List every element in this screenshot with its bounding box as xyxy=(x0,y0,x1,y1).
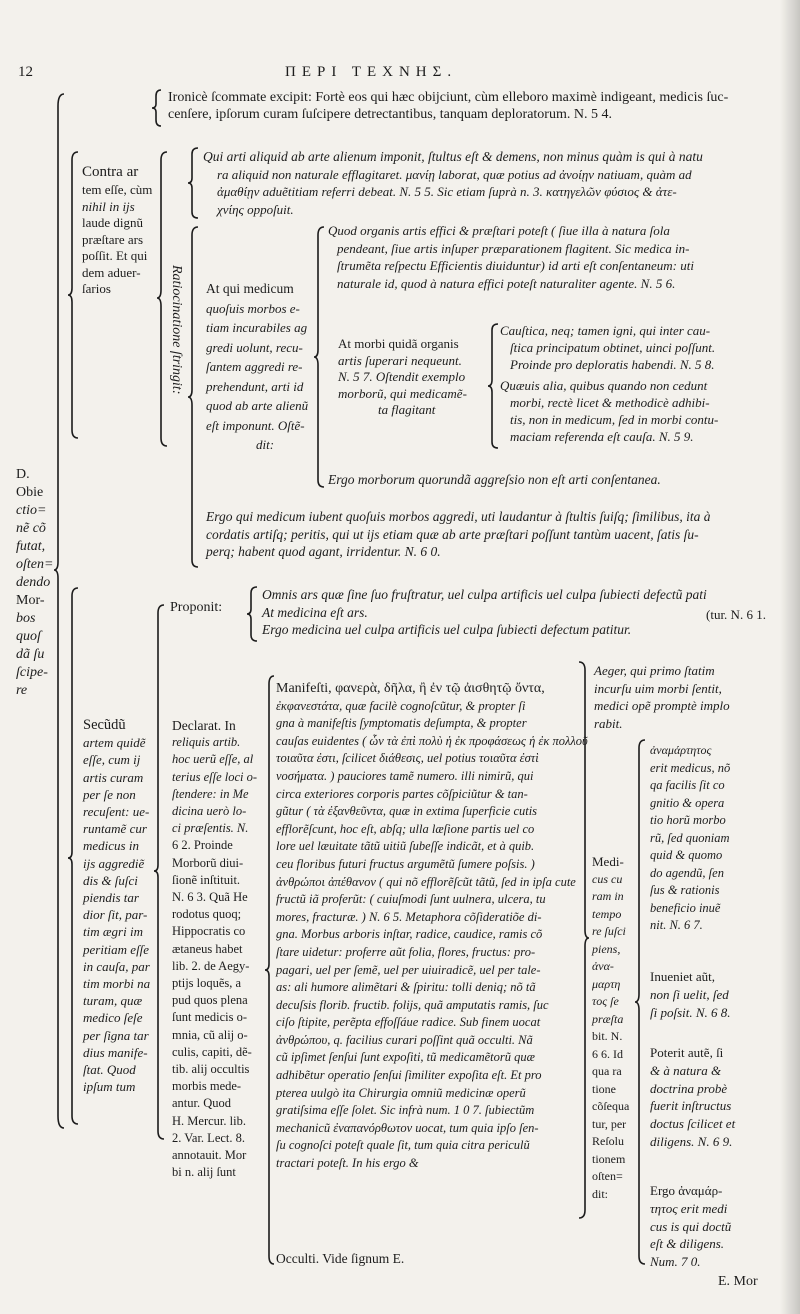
aeger-line: Aeger, qui primo ſtatim xyxy=(594,663,715,678)
secundum-line: dius manife- xyxy=(83,1044,148,1060)
medicus-line: Medi- xyxy=(592,854,624,869)
ergo-anam-block xyxy=(650,1182,731,1271)
declarat-line: bi n. alij ſunt xyxy=(172,1165,236,1180)
at-morbi-line: morborũ, qui medicamẽ- xyxy=(338,385,467,401)
contra-line: tem eſſe, cùm xyxy=(82,182,153,197)
manifesti-line: gratiſsima eſſe ſolet. Sic infrà num. 1 0 7. ſubiectũm xyxy=(276,1103,535,1118)
medicus-line: oſten= xyxy=(592,1169,623,1183)
margin-line: bos xyxy=(16,611,36,626)
secundum-line: per ſigna tar xyxy=(83,1027,149,1043)
manifesti-line: pagari, uel per ſemẽ, uel per uiuiradicẽ, uel per tale- xyxy=(276,962,541,977)
secundum-line: runtamẽ cur xyxy=(83,821,147,837)
brace-aeger xyxy=(577,660,591,1220)
at-qui-block xyxy=(206,279,308,455)
ergo-anam-line: cus is qui doctũ xyxy=(650,1218,732,1234)
at-qui-line: dit: xyxy=(256,437,275,452)
ergo-anam-line: eſt & diligens. xyxy=(650,1236,725,1252)
secundum-line: turam, quæ xyxy=(83,993,143,1009)
medicus-line: μαρτη xyxy=(592,976,621,991)
quaeuis-line: Quæuis alia, quibus quando non cedunt xyxy=(500,378,708,393)
occulti-line: Occulti. Vide ſignum E. xyxy=(276,1251,405,1266)
declarat-line: H. Mercur. lib. xyxy=(172,1113,246,1128)
anamartetos-line: tio horũ morbo xyxy=(650,813,726,827)
medicus-line: dit: xyxy=(592,1186,609,1201)
secundum-line: ipſum tum xyxy=(83,1079,136,1095)
secundum-line: recuſent: ue- xyxy=(83,804,150,820)
secundum-line: medico ſeſe xyxy=(83,1010,143,1026)
manifesti-line: gna. Morbus arboris inſtar, radice, caudice, ramis cõ xyxy=(276,927,543,942)
manifesti-line: circa exteriores corporis partes cõſpiciũtur & tan- xyxy=(276,786,528,801)
declarat-line: morbis mede- xyxy=(172,1079,242,1094)
inueniet-line: non ſi uelit, ſed xyxy=(650,987,729,1002)
proponit-line: At medicina eſt ars. xyxy=(262,604,368,620)
page-number: 12 xyxy=(18,64,33,80)
at-qui-line: ſantem aggredi re- xyxy=(206,359,303,374)
margin-line: D. xyxy=(16,467,30,482)
anamartetos-line: gnitio & opera xyxy=(650,795,725,810)
brace-contra xyxy=(66,150,80,440)
margin-line: quoſ xyxy=(16,629,41,644)
medicus-line: bit. N. xyxy=(592,1029,623,1043)
ironice-line: cenſere, ipſorum curam ſuſcipere detrectantibus, tanquam deploratorum. N. 5 4. xyxy=(168,106,612,122)
declarat-line: lib. 2. de Aegy- xyxy=(172,958,250,973)
declarat-line: N. 6 3. Quã He xyxy=(172,890,248,905)
secundum-line: medicus in xyxy=(83,838,139,854)
declarat-line: ptijs loquẽs, a xyxy=(172,976,242,991)
anamartetos-line: qa facilis ſit co xyxy=(650,778,725,792)
qui-arti-line: ra aliquid non naturale efflagitaret. μανίῃ laborat, quæ potius ad ἀνοίῃν natiuam, quàm ad xyxy=(217,166,692,182)
margin-line: Obie xyxy=(16,485,44,500)
secundum-line: artem quidẽ xyxy=(83,735,146,751)
manifesti-line: fructũ iã proferũt: ( cuiuſmodi ſunt uulnera, ulcera, tu xyxy=(276,892,546,907)
qui-arti-line: ἀμαθίῃν aduẽtitiam referri debeat. N. 5 5. Sic etiam ſuprà n. 3. κατηγελῶν φύσιος & ἀτε- xyxy=(217,184,677,199)
secundum-line: artis curam xyxy=(83,769,144,785)
anamartetos-line: erit medicus, nõ xyxy=(650,760,731,775)
at-morbi-line: At morbi quidã organis xyxy=(338,336,459,351)
contra-line: poſſit. Et qui xyxy=(82,248,148,263)
ergo-anam-line: Num. 7 0. xyxy=(650,1254,701,1270)
margin-line: nẽ cõ xyxy=(16,521,46,536)
medicus-block xyxy=(592,853,629,1203)
manifesti-line: as: ali humore alimẽtari & ſpiritu: tolli deniq; nõ tã xyxy=(276,980,536,995)
at-qui-line: At qui medicum xyxy=(206,281,294,296)
declarat-line: rodotus quoq; xyxy=(172,907,242,922)
manifesti-line: ciſo ſtipite, perẽpta effoſſáue radice. Sub finem uocat xyxy=(276,1015,541,1030)
ergo-anam-line: τητος erit medi xyxy=(650,1200,728,1216)
anamartetos-block xyxy=(650,742,730,935)
quaeuis-line: morbi, rectè licet & methodicè adhibi- xyxy=(510,395,710,410)
caustica-block xyxy=(500,322,715,373)
brace-ratiocinatione xyxy=(155,150,169,450)
secundum-line: peritiam eſſe xyxy=(83,941,150,957)
anamartetos-line: do agendũ, ſen xyxy=(650,865,724,880)
margin-line: ſcipe- xyxy=(16,665,48,680)
medicus-line: qua ra xyxy=(592,1064,622,1078)
caustica-line: Cauſtica, neq; tamen igni, qui inter cau- xyxy=(500,323,711,338)
caustica-line: Proinde pro deploratis habendi. N. 5 8. xyxy=(510,357,715,372)
manifesti-line: ἀνθρώπου, q. facilius curari poſſint quã occulti. Nã xyxy=(276,1032,533,1047)
manifesti-line: Manifeſti, φανερὰ, δῆλα, ἢ ἐν τῷ ἀισθητῷ ὄντα, xyxy=(276,681,545,696)
secundum-line: dis & ſuſci xyxy=(83,872,138,888)
contra-block xyxy=(82,163,152,298)
secundum-line: Secũdũ xyxy=(83,717,126,733)
poterit-line: Poterit autẽ, ſi xyxy=(650,1045,724,1060)
margin-line: re xyxy=(16,683,28,698)
manifesti-line: ſu cognoſci poteſt quale ſit, tum quia citra periculũ xyxy=(276,1138,530,1153)
margin-line: dendo xyxy=(16,575,51,590)
manifesti-line: ἐκφανεστάτα, quæ facilè cognoſcũtur, & propter ſi xyxy=(276,698,526,713)
quaeuis-block xyxy=(500,377,718,445)
manifesti-line: adhibẽtur operatio ſenſui ſimiliter expoſita eſt. Et pro xyxy=(276,1068,542,1083)
manifesti-line: cauſas euidentes ( ὧν τὰ ἐπὶ πολὺ ἡ ἐκ προφάσεως ἡ ἐκ πολλοῦ xyxy=(276,733,588,748)
catchword: E. Mor xyxy=(718,1274,758,1289)
aeger-block xyxy=(594,662,730,732)
declarat-line: dicina uerò lo- xyxy=(172,804,247,819)
medicus-line: 6 6. Id xyxy=(592,1046,623,1061)
anamartetos-line: rũ, ſed quoniam xyxy=(650,830,730,845)
brace-ostendit xyxy=(312,225,326,490)
quod-organis-line: ſtrumẽta reſpectu Efficientis diuiduntur) id arti eſt conſentaneum: uti xyxy=(337,258,694,273)
manifesti-line: mechanicũ ἐναπανόρθωτον uocat, tum quia ipſo ſen- xyxy=(276,1120,539,1135)
quaeuis-line: maciam referenda eſt cauſa. N. 5 9. xyxy=(510,429,694,444)
poterit-line: diligens. N. 6 9. xyxy=(650,1133,733,1149)
declarat-line: Hippocratis co xyxy=(172,924,246,939)
medicus-line: cõſequa xyxy=(592,1099,630,1113)
anamartetos-line: ſus & rationis xyxy=(650,883,720,897)
medicus-line: re ſuſci xyxy=(592,924,626,938)
quod-organis-line: Quod organis artis effici & præſtari poteſt ( ſiue illa à natura ſola xyxy=(328,223,670,238)
contra-line: nihil in ijs xyxy=(82,198,135,214)
manifesti-line: gna à manifeſtis ſymptomatis deſumpta, & propter xyxy=(276,716,527,731)
quod-organis-line: pendeant, ſiue artis inſuper præparationem flagitent. Sic medica in- xyxy=(337,240,690,256)
poterit-line: fuerit inſtructus xyxy=(650,1098,732,1114)
medicus-line: tempo xyxy=(592,906,622,921)
ergo-qui-line: perq; habent quod agant, irridentur. N. 6 0. xyxy=(206,544,441,559)
declarat-line: pud quos plena xyxy=(172,993,248,1008)
manifesti-line: decuſsis florib. fructib. folijs, quã amputatis ramis, ſuc xyxy=(276,997,549,1012)
inueniet-line: ſi poſsit. N. 6 8. xyxy=(650,1005,731,1020)
inueniet-line: Inueniet aũt, xyxy=(650,969,715,984)
brace-at-qui xyxy=(186,225,200,570)
margin-line: oſten= xyxy=(16,557,54,572)
aeger-line: incurſu uim morbi ſentit, xyxy=(594,680,722,696)
secundum-line: eſſe, cum ij xyxy=(83,752,141,768)
aeger-line: rabit. xyxy=(594,715,623,731)
quod-organis-line: naturale id, quod à natura effici poteſt naturaliter agente. N. 5 6. xyxy=(337,275,676,291)
brace-caustica xyxy=(486,322,500,452)
declarat-line: reliquis artib. xyxy=(172,735,241,750)
page-edge-shadow xyxy=(780,0,800,1314)
declarat-line: tib. alij occultis xyxy=(172,1062,250,1077)
ergo-morborum: Ergo morborum quorundã aggreſsio non eſt arti conſentanea. xyxy=(328,472,661,487)
brace-declarat xyxy=(152,603,166,1143)
brace-objectio xyxy=(52,92,66,1132)
manifesti-line: lore uel læuitate tãtũ uitiũ ſubeſſe indicãt, et à quib. xyxy=(276,839,535,854)
secundum-line: piendis tar xyxy=(83,890,139,906)
proponit-ref: (tur. N. 6 1. xyxy=(706,607,766,622)
contra-line: præſtare ars xyxy=(82,231,144,247)
ironice-block xyxy=(168,90,728,123)
manifesti-line: ſtare uidetur: proferre aũt folia, flores, fructus: pro- xyxy=(276,944,536,959)
medicus-line: Reſolu xyxy=(592,1134,624,1148)
secundum-line: in cauſa, par xyxy=(83,958,150,974)
proponit-line: Omnis ars quæ ſine ſuo fruſtratur, uel culpa artificis uel culpa ſubiecti defectũ pati xyxy=(262,587,707,602)
declarat-line: ſunt medicis o- xyxy=(172,1010,247,1025)
anamartetos-line: nit. N. 6 7. xyxy=(650,918,703,932)
aeger-line: medici opẽ promptè implo xyxy=(594,698,730,713)
at-qui-line: gredi uolunt, recu- xyxy=(206,339,303,355)
caustica-line: ſtica principatum obtinet, uinci poſſunt. xyxy=(510,340,716,355)
declarat-line: terius eſſe loci o- xyxy=(172,769,258,784)
declarat-line: hoc uerũ eſſe, al xyxy=(172,752,254,767)
quaeuis-line: tis, non in medicum, ſed in morbi contu- xyxy=(510,412,719,427)
medicus-line: ram in xyxy=(592,889,624,903)
at-qui-line: tiam incurabiles ag xyxy=(206,320,308,335)
medicus-line: tione xyxy=(592,1081,616,1096)
declarat-line: Declarat. In xyxy=(172,718,236,733)
manifesti-line: mores, fracturæ. ) N. 6 5. Metaphora cõſideratiõe di- xyxy=(276,909,542,924)
margin-line: Mor- xyxy=(16,593,45,608)
medicus-line: cus cu xyxy=(592,871,623,886)
contra-line: ſarios xyxy=(82,281,111,296)
manifesti-line: ceu floribus futuri fructus argumẽtũ ſumere poſsis. ) xyxy=(276,856,535,871)
manifesti-line: τοιαῦτα ἐστι, ſcilicet διάθεσις, uel potius τοιαῦτα ἐστὶ xyxy=(276,751,539,766)
contra-line: laude dignũ xyxy=(82,215,144,230)
brace-qui-arti xyxy=(186,146,200,221)
brace-secundum xyxy=(66,586,80,1128)
poterit-block xyxy=(650,1044,735,1151)
manifesti-line: νοσήματα. ) pauciores tamẽ numero. illi nimirũ, qui xyxy=(276,768,534,783)
margin-line: ctio= xyxy=(16,503,47,518)
proponit-block xyxy=(262,586,707,639)
ergo-qui-line: cordatis artiſq; peritis, qui ut ijs etiam quæ ab arte præſtari poſſunt tantùm uacent, ſatis ſu- xyxy=(206,526,699,542)
brace-proponit xyxy=(245,585,259,645)
anamartetos-line: quid & quomo xyxy=(650,848,723,862)
medicus-line: τος ſe xyxy=(592,994,619,1008)
brace-resolutio xyxy=(633,738,647,1268)
medicus-line: ἀνα- xyxy=(592,959,614,973)
medicus-line: tur, per xyxy=(592,1116,627,1131)
at-qui-line: prehendunt, arti id xyxy=(206,378,304,394)
secundum-line: ſtat. Quod xyxy=(83,1062,136,1078)
objectio-margin xyxy=(16,466,53,700)
anamartetos-line: beneficio inuẽ xyxy=(650,900,721,915)
declarat-line: ætaneus habet xyxy=(172,941,243,956)
at-qui-line: eſt imponunt. Oſtẽ- xyxy=(206,417,305,433)
poterit-line: doctrina probè xyxy=(650,1080,728,1096)
margin-line: futat, xyxy=(16,539,46,554)
secundum-line: tim morbi na xyxy=(83,976,151,992)
anamartetos-line: ἀναμάρτητος xyxy=(650,743,712,757)
ergo-qui-line: Ergo qui medicum iubent quoſuis morbos aggredi, uti laudantur à ſtultis ſuiſq; ſimilibus, ita à xyxy=(206,509,711,524)
poterit-line: doctus ſcilicet et xyxy=(650,1116,736,1132)
declarat-line: culis, capiti, dẽ- xyxy=(172,1044,252,1059)
declarat-line: ſtendere: in Me xyxy=(172,786,249,801)
at-morbi-line: N. 5 7. Oſtendit exemplo xyxy=(338,369,466,384)
ironice-line: Ironicè ſcommate excipit: Fortè eos qui hæc obijciunt, cùm elleboro maximè indigeant, medicis ſuc- xyxy=(168,90,729,105)
poterit-line: & à natura & xyxy=(650,1062,722,1078)
proponit-line: Ergo medicina uel culpa artificis uel culpa ſubiecti defectum patitur. xyxy=(262,622,632,637)
medicus-line: piens, xyxy=(592,941,621,956)
manifesti-block xyxy=(276,680,588,1173)
ergo-anam-line: Ergo ἀναμάρ- xyxy=(650,1183,723,1198)
at-qui-line: quod ab arte alienũ xyxy=(206,398,309,413)
qui-arti-block xyxy=(203,148,703,218)
declarat-line: antur. Quod xyxy=(172,1096,232,1111)
medicus-line: tionem xyxy=(592,1151,626,1166)
secundum-block xyxy=(83,717,150,1095)
quod-organis-block xyxy=(328,222,694,292)
at-qui-line: quoſuis morbos e- xyxy=(206,300,300,316)
declarat-line: 2. Var. Lect. 8. xyxy=(172,1130,246,1145)
secundum-line: dior ſit, par- xyxy=(83,907,148,923)
manifesti-line: tractari poteſt. In his ergo & xyxy=(276,1156,419,1171)
proponit-label: Proponit: xyxy=(170,600,223,615)
declarat-line: 6 2. Proinde xyxy=(172,838,233,853)
manifesti-line: gũtur ( τὰ ἐξανθεῦντα, quæ in extima ſuperficie cutis xyxy=(276,804,538,819)
manifesti-line: pterea uulgò ita Chirurgia omniũ medicinæ operũ xyxy=(276,1085,526,1100)
declarat-line: ſionẽ inſtituit. xyxy=(172,872,241,887)
at-morbi-line: ta flagitant xyxy=(378,402,436,417)
manifesti-line: efflorẽſcunt, hoc eſt, abſq; ulla læſione partis uel co xyxy=(276,821,535,836)
margin-line: dã ſu xyxy=(16,647,45,662)
qui-arti-line: Qui arti aliquid ab arte alienum imponit, ſtultus eſt & demens, non minus quàm is qui à natu xyxy=(203,149,703,164)
declarat-block xyxy=(172,717,257,1181)
ratiocinatione-label: Ratiocinatione ſtringit: xyxy=(169,265,184,395)
at-morbi-line: artis ſuperari nequeunt. xyxy=(338,352,462,368)
contra-line: Contra ar xyxy=(82,164,139,180)
qui-arti-line: χνίης oppoſuit. xyxy=(217,201,294,217)
declarat-line: ci præſentis. N. xyxy=(172,821,249,836)
declarat-line: Morborũ diui- xyxy=(172,855,244,870)
running-title: ΠΕΡΙ ΤΕΧΝΗΣ. xyxy=(285,64,458,80)
inueniet-block xyxy=(650,968,731,1022)
medicus-line: præſta xyxy=(592,1011,624,1026)
secundum-line: ijs aggrediẽ xyxy=(83,855,145,871)
secundum-line: tim ægri im xyxy=(83,924,143,940)
manifesti-line: ἀνθρώποι ἀπέθανον ( qui nõ efflorẽſcũt tãtũ, ſed in ipſa cute xyxy=(276,874,576,889)
secundum-line: per ſe non xyxy=(83,786,136,802)
manifesti-line: cũ ipſimet ſenſui ſunt expoſiti, tũ medicamẽtorũ quæ xyxy=(276,1050,535,1065)
declarat-line: mnia, cũ alij o- xyxy=(172,1027,248,1042)
brace-ironice xyxy=(150,88,164,128)
brace-manifesti xyxy=(264,674,276,1268)
ergo-qui-block xyxy=(206,508,711,561)
contra-line: dem aduer- xyxy=(82,264,141,280)
declarat-line: annotauit. Mor xyxy=(172,1148,247,1163)
at-morbi-block xyxy=(338,336,467,419)
